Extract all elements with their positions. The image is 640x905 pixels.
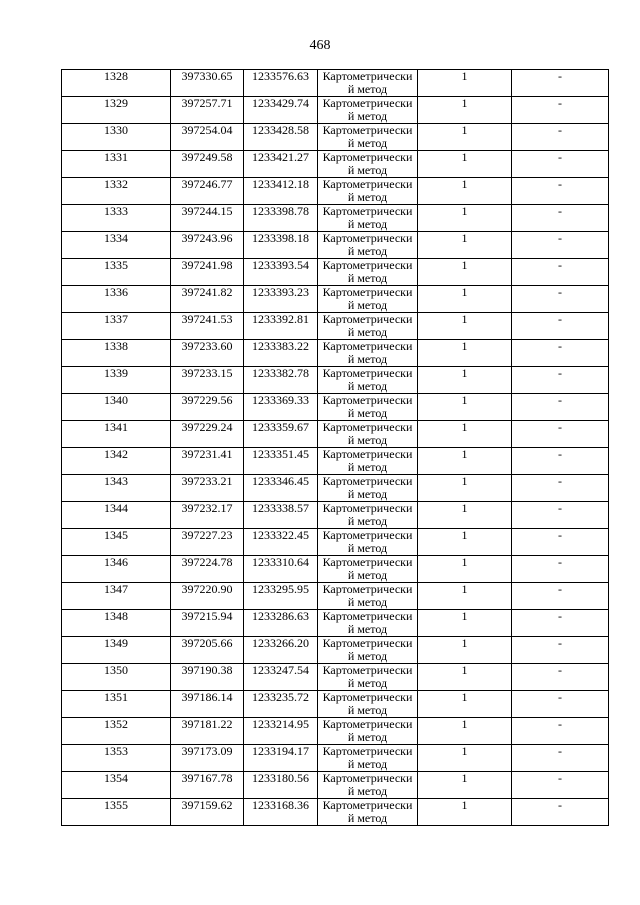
method-line-2: й метод [347,595,388,609]
accuracy-cell: 1 [418,529,512,556]
x-coordinate-cell: 397173.09 [171,745,244,772]
method-line-2: й метод [347,271,388,285]
note-cell: - [512,286,609,313]
y-coordinate-cell: 1233421.27 [244,151,318,178]
accuracy-cell: 1 [418,502,512,529]
point-number-cell: 1332 [62,178,171,205]
method-cell [318,232,418,259]
y-coordinate-cell: 1233393.54 [244,259,318,286]
method-line-1: Картометрически [322,474,413,488]
point-number-cell: 1353 [62,745,171,772]
note-cell: - [512,745,609,772]
table-row [62,421,609,448]
accuracy-cell: 1 [418,232,512,259]
method-line-1: Картометрически [322,366,413,380]
note-cell: - [512,70,609,97]
method-cell [318,205,418,232]
method-line-1: Картометрически [322,123,413,137]
y-coordinate-cell: 1233382.78 [244,367,318,394]
accuracy-cell: 1 [418,664,512,691]
y-coordinate-cell: 1233392.81 [244,313,318,340]
x-coordinate-cell: 397233.15 [171,367,244,394]
method-cell [318,286,418,313]
point-number-cell: 1350 [62,664,171,691]
x-coordinate-cell: 397241.98 [171,259,244,286]
method-line-1: Картометрически [322,69,413,83]
note-cell: - [512,475,609,502]
method-line-1: Картометрически [322,690,413,704]
accuracy-cell: 1 [418,151,512,178]
y-coordinate-cell: 1233359.67 [244,421,318,448]
method-line-1: Картометрически [322,285,413,299]
point-number-cell: 1334 [62,232,171,259]
method-line-2: й метод [347,676,388,690]
accuracy-cell: 1 [418,205,512,232]
method-cell [318,97,418,124]
accuracy-cell: 1 [418,691,512,718]
method-line-1: Картометрически [322,717,413,731]
y-coordinate-cell: 1233295.95 [244,583,318,610]
x-coordinate-cell: 397254.04 [171,124,244,151]
point-number-cell: 1341 [62,421,171,448]
method-line-2: й метод [347,730,388,744]
method-cell [318,421,418,448]
method-line-2: й метод [347,541,388,555]
point-number-cell: 1331 [62,151,171,178]
x-coordinate-cell: 397244.15 [171,205,244,232]
note-cell: - [512,178,609,205]
accuracy-cell: 1 [418,367,512,394]
table-row [62,583,609,610]
x-coordinate-cell: 397181.22 [171,718,244,745]
method-line-1: Картометрически [322,204,413,218]
accuracy-cell: 1 [418,745,512,772]
table-row [62,556,609,583]
method-line-2: й метод [347,352,388,366]
table-row [62,448,609,475]
accuracy-cell: 1 [418,448,512,475]
table-row [62,124,609,151]
method-line-1: Картометрически [322,312,413,326]
note-cell: - [512,448,609,475]
x-coordinate-cell: 397159.62 [171,799,244,826]
point-number-cell: 1346 [62,556,171,583]
point-number-cell: 1344 [62,502,171,529]
point-number-cell: 1345 [62,529,171,556]
x-coordinate-cell: 397229.56 [171,394,244,421]
method-line-1: Картометрически [322,447,413,461]
note-cell: - [512,529,609,556]
method-line-1: Картометрически [322,798,413,812]
point-number-cell: 1343 [62,475,171,502]
method-line-1: Картометрически [322,501,413,515]
x-coordinate-cell: 397246.77 [171,178,244,205]
y-coordinate-cell: 1233393.23 [244,286,318,313]
method-cell [318,799,418,826]
method-line-1: Картометрически [322,636,413,650]
y-coordinate-cell: 1233180.56 [244,772,318,799]
table-row [62,340,609,367]
method-cell [318,475,418,502]
table-row [62,151,609,178]
method-cell [318,529,418,556]
x-coordinate-cell: 397220.90 [171,583,244,610]
table-row [62,475,609,502]
y-coordinate-cell: 1233383.22 [244,340,318,367]
y-coordinate-cell: 1233429.74 [244,97,318,124]
note-cell: - [512,664,609,691]
x-coordinate-cell: 397241.53 [171,313,244,340]
point-number-cell: 1348 [62,610,171,637]
method-line-2: й метод [347,190,388,204]
x-coordinate-cell: 397257.71 [171,97,244,124]
method-line-2: й метод [347,649,388,663]
point-number-cell: 1355 [62,799,171,826]
point-number-cell: 1335 [62,259,171,286]
method-cell [318,691,418,718]
accuracy-cell: 1 [418,421,512,448]
note-cell: - [512,718,609,745]
x-coordinate-cell: 397249.58 [171,151,244,178]
table-row [62,799,609,826]
point-number-cell: 1354 [62,772,171,799]
accuracy-cell: 1 [418,313,512,340]
note-cell: - [512,502,609,529]
note-cell: - [512,97,609,124]
table-row [62,637,609,664]
method-line-1: Картометрически [322,528,413,542]
method-line-2: й метод [347,163,388,177]
y-coordinate-cell: 1233214.95 [244,718,318,745]
method-line-2: й метод [347,784,388,798]
note-cell: - [512,151,609,178]
accuracy-cell: 1 [418,70,512,97]
x-coordinate-cell: 397233.60 [171,340,244,367]
method-line-1: Картометрически [322,420,413,434]
accuracy-cell: 1 [418,637,512,664]
x-coordinate-cell: 397167.78 [171,772,244,799]
method-cell [318,772,418,799]
method-line-2: й метод [347,568,388,582]
x-coordinate-cell: 397227.23 [171,529,244,556]
method-line-1: Картометрически [322,96,413,110]
table-row [62,664,609,691]
point-number-cell: 1333 [62,205,171,232]
method-cell [318,610,418,637]
x-coordinate-cell: 397215.94 [171,610,244,637]
page-number: 468 [309,38,331,53]
x-coordinate-cell: 397330.65 [171,70,244,97]
method-line-1: Картометрически [322,582,413,596]
x-coordinate-cell: 397190.38 [171,664,244,691]
method-line-1: Картометрически [322,663,413,677]
accuracy-cell: 1 [418,340,512,367]
method-line-1: Картометрически [322,177,413,191]
method-line-2: й метод [347,703,388,717]
y-coordinate-cell: 1233286.63 [244,610,318,637]
method-line-1: Картометрически [322,258,413,272]
accuracy-cell: 1 [418,394,512,421]
method-line-2: й метод [347,109,388,123]
table-row [62,178,609,205]
point-number-cell: 1347 [62,583,171,610]
method-line-2: й метод [347,379,388,393]
method-line-1: Картометрически [322,393,413,407]
method-line-2: й метод [347,433,388,447]
x-coordinate-cell: 397243.96 [171,232,244,259]
y-coordinate-cell: 1233576.63 [244,70,318,97]
x-coordinate-cell: 397241.82 [171,286,244,313]
table-row [62,394,609,421]
method-line-2: й метод [347,460,388,474]
note-cell: - [512,637,609,664]
method-line-1: Картометрически [322,150,413,164]
method-cell [318,664,418,691]
accuracy-cell: 1 [418,286,512,313]
method-cell [318,313,418,340]
point-number-cell: 1340 [62,394,171,421]
method-line-2: й метод [347,244,388,258]
coordinates-table [61,69,609,826]
method-cell [318,718,418,745]
method-line-2: й метод [347,325,388,339]
method-cell [318,637,418,664]
method-line-2: й метод [347,811,388,825]
method-cell [318,394,418,421]
accuracy-cell: 1 [418,259,512,286]
accuracy-cell: 1 [418,178,512,205]
method-line-1: Картометрически [322,231,413,245]
table-row [62,232,609,259]
method-cell [318,745,418,772]
accuracy-cell: 1 [418,610,512,637]
note-cell: - [512,232,609,259]
method-line-2: й метод [347,487,388,501]
table-row [62,718,609,745]
table-row [62,691,609,718]
table-row [62,259,609,286]
y-coordinate-cell: 1233338.57 [244,502,318,529]
table-body [62,70,609,826]
accuracy-cell: 1 [418,583,512,610]
note-cell: - [512,556,609,583]
accuracy-cell: 1 [418,556,512,583]
accuracy-cell: 1 [418,718,512,745]
note-cell: - [512,340,609,367]
note-cell: - [512,691,609,718]
accuracy-cell: 1 [418,799,512,826]
method-cell [318,502,418,529]
point-number-cell: 1336 [62,286,171,313]
y-coordinate-cell: 1233398.78 [244,205,318,232]
point-number-cell: 1352 [62,718,171,745]
table-row [62,97,609,124]
note-cell: - [512,421,609,448]
y-coordinate-cell: 1233346.45 [244,475,318,502]
point-number-cell: 1329 [62,97,171,124]
method-cell [318,70,418,97]
x-coordinate-cell: 397231.41 [171,448,244,475]
y-coordinate-cell: 1233351.45 [244,448,318,475]
method-line-1: Картометрически [322,609,413,623]
x-coordinate-cell: 397186.14 [171,691,244,718]
note-cell: - [512,205,609,232]
method-line-2: й метод [347,298,388,312]
y-coordinate-cell: 1233235.72 [244,691,318,718]
method-cell [318,178,418,205]
method-line-1: Картометрически [322,339,413,353]
note-cell: - [512,583,609,610]
y-coordinate-cell: 1233369.33 [244,394,318,421]
y-coordinate-cell: 1233247.54 [244,664,318,691]
table-row [62,772,609,799]
method-line-2: й метод [347,514,388,528]
x-coordinate-cell: 397224.78 [171,556,244,583]
method-cell [318,583,418,610]
method-cell [318,367,418,394]
x-coordinate-cell: 397232.17 [171,502,244,529]
point-number-cell: 1337 [62,313,171,340]
note-cell: - [512,259,609,286]
method-line-1: Картометрически [322,555,413,569]
method-line-2: й метод [347,757,388,771]
method-line-2: й метод [347,406,388,420]
table-row [62,205,609,232]
note-cell: - [512,367,609,394]
y-coordinate-cell: 1233398.18 [244,232,318,259]
table-row [62,367,609,394]
point-number-cell: 1351 [62,691,171,718]
point-number-cell: 1342 [62,448,171,475]
y-coordinate-cell: 1233266.20 [244,637,318,664]
y-coordinate-cell: 1233412.18 [244,178,318,205]
table-row [62,286,609,313]
table-row [62,529,609,556]
method-line-2: й метод [347,82,388,96]
y-coordinate-cell: 1233310.64 [244,556,318,583]
accuracy-cell: 1 [418,475,512,502]
x-coordinate-cell: 397205.66 [171,637,244,664]
note-cell: - [512,394,609,421]
method-line-2: й метод [347,622,388,636]
method-cell [318,124,418,151]
method-cell [318,556,418,583]
note-cell: - [512,124,609,151]
method-cell [318,151,418,178]
x-coordinate-cell: 397229.24 [171,421,244,448]
y-coordinate-cell: 1233168.36 [244,799,318,826]
point-number-cell: 1330 [62,124,171,151]
point-number-cell: 1349 [62,637,171,664]
accuracy-cell: 1 [418,97,512,124]
note-cell: - [512,313,609,340]
method-line-2: й метод [347,217,388,231]
method-line-1: Картометрически [322,744,413,758]
y-coordinate-cell: 1233194.17 [244,745,318,772]
point-number-cell: 1338 [62,340,171,367]
x-coordinate-cell: 397233.21 [171,475,244,502]
y-coordinate-cell: 1233322.45 [244,529,318,556]
method-cell [318,259,418,286]
y-coordinate-cell: 1233428.58 [244,124,318,151]
method-line-2: й метод [347,136,388,150]
method-cell [318,448,418,475]
point-number-cell: 1328 [62,70,171,97]
note-cell: - [512,610,609,637]
table-row [62,313,609,340]
method-cell [318,340,418,367]
method-line-1: Картометрически [322,771,413,785]
note-cell: - [512,799,609,826]
table-row [62,610,609,637]
table-row [62,502,609,529]
note-cell: - [512,772,609,799]
point-number-cell: 1339 [62,367,171,394]
table-row [62,70,609,97]
table-row [62,745,609,772]
accuracy-cell: 1 [418,124,512,151]
accuracy-cell: 1 [418,772,512,799]
